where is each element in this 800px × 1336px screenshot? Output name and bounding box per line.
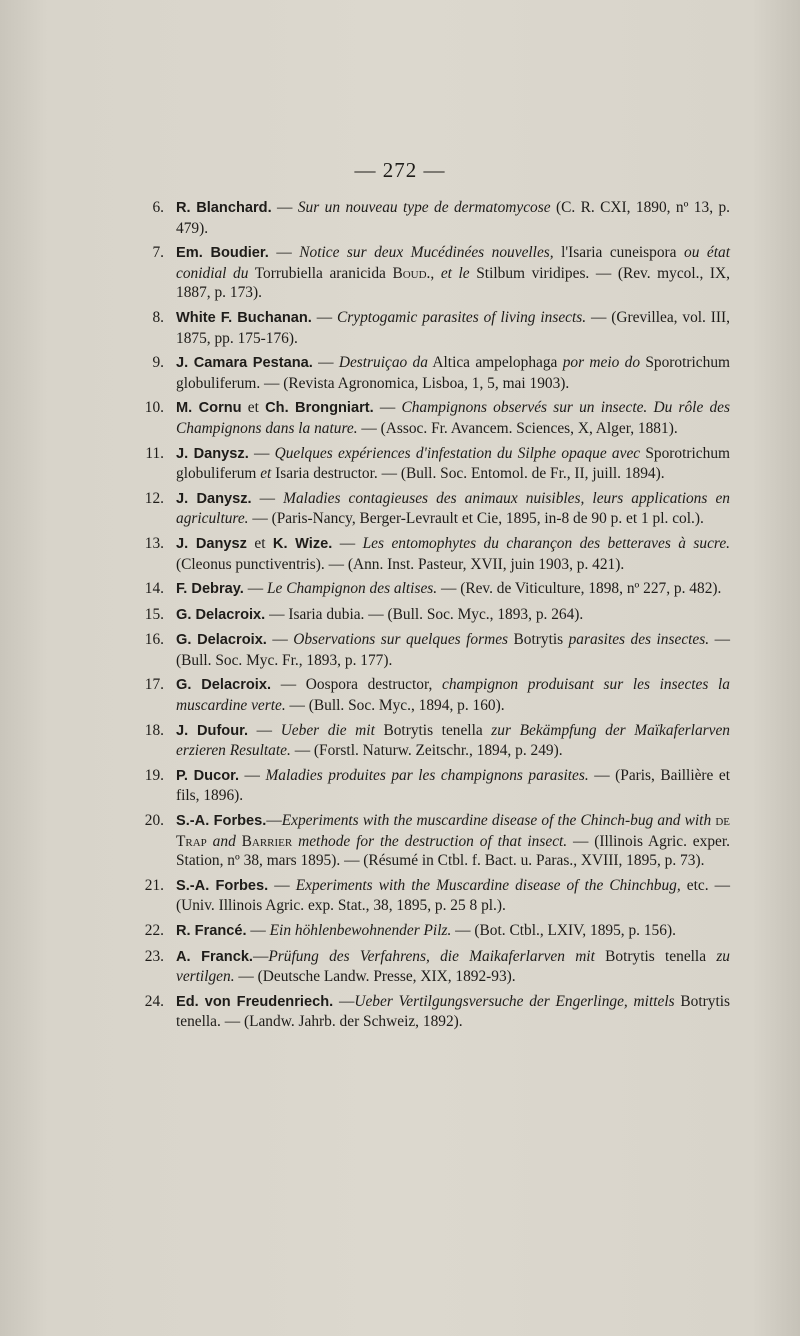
reference-author: J. Dufour. bbox=[176, 722, 249, 739]
reference-item: 11. J. Danysz. — Quelques expériences d'infestation du Silphe opaque avec Sporotrichum globuliferum et Isaria destructor. — (Bull. Soc. Entomol. de Fr., II, juill. 1894). bbox=[145, 444, 730, 483]
reference-item: 6. R. Blanchard. — Sur un nouveau type de dermatomycose (C. R. CXI, 1890, nº 13, p. 479). bbox=[152, 199, 731, 237]
reference-author: G. Delacroix. bbox=[176, 677, 272, 694]
reference-author: Ch. Brongniart. bbox=[265, 400, 374, 417]
reference-author: S.-A. Forbes. bbox=[176, 877, 269, 894]
reference-author: F. Debray. bbox=[176, 581, 244, 598]
page-number: — 272 — bbox=[354, 158, 446, 182]
reference-author: R. Blanchard. bbox=[176, 200, 272, 216]
reference-item: 22. R. Francé. — Ein höhlenbewohnender Pilz. — (Bot. Ctbl., LXIV, 1895, p. 156). bbox=[144, 922, 676, 939]
reference-item: 13. J. Danysz et K. Wize. — Les entomophytes du charançon des betteraves à sucre. (Cleonus punctiventris). — (Ann. Inst. Pasteur, XVII, juin 1903, p. 421). bbox=[144, 534, 730, 573]
reference-author: J. Danysz. bbox=[176, 490, 252, 507]
reference-author: J. Camara Pestana. bbox=[176, 355, 313, 372]
reference-item: 14. F. Debray. — Le Champignon des altises. — (Rev. de Viticulture, 1898, nº 227, p. 482). bbox=[144, 580, 722, 598]
reference-author: White F. Buchanan. bbox=[176, 309, 312, 326]
reference-author: G. Delacroix. bbox=[176, 632, 267, 649]
reference-item: 16. G. Delacroix. — Observations sur quelques formes Botrytis parasites des insectes. — (Bull. Soc. Myc. Fr., 1893, p. 177). bbox=[144, 631, 730, 669]
reference-author: P. Ducor. bbox=[176, 767, 240, 784]
reference-item: 23. A. Franck.—Prüfung des Verfahrens, die Maikaferlarven mit Botrytis tenella zu vertilgen. — (Deutsche Landw. Presse, XIX, 1892-93). bbox=[144, 947, 730, 986]
reference-author: Em. Boudier. bbox=[176, 245, 269, 262]
reference-item: 15. G. Delacroix. — Isaria dubia. — (Bull. Soc. Myc., 1893, p. 264). bbox=[144, 605, 584, 623]
reference-item: 7. Em. Boudier. — Notice sur deux Mucédinées nouvelles, l'Isaria cuneispora ou état conidial du Torrubiella aranicida Boud., et le Stilbum viridipes. — (Rev. mycol., IX, 1887, p. 173). bbox=[152, 244, 731, 302]
reference-item: 21. S.-A. Forbes. — Experiments with the Muscardine disease of the Chinchbug, etc. — (Univ. Illinois Agric. exp. Stat., 38, 1895, p. 25 8 pl.). bbox=[144, 876, 731, 915]
reference-item: 19. P. Ducor. — Maladies produites par les champignons parasites. — (Paris, Baillière et fils, 1896). bbox=[144, 766, 731, 805]
reference-author: G. Delacroix. bbox=[176, 606, 266, 623]
reference-item: 9. J. Camara Pestana. — Destruiçao da Altica ampelophaga por meio do Sporotrichum globuliferum. — (Revista Agronomica, Lisboa, 1, 5, mai 1903). bbox=[152, 354, 730, 392]
reference-author: A. Franck. bbox=[176, 948, 253, 965]
reference-item: 20. S.-A. Forbes.—Experiments with the muscardine disease of the Chinch-bug and with de Trap and Barrier methode for the destruction of that insect. — (Illinois Agric. exper. Station, nº 38, mars 1895). — (Résumé in Ctbl. f. Bact. u. Paras., XVIII, 1895, p. 73). bbox=[144, 812, 730, 870]
reference-author: S.-A. Forbes. bbox=[176, 813, 267, 830]
reference-item: 12. J. Danysz. — Maladies contagieuses des animaux nuisibles, leurs applications en agriculture. — (Paris-Nancy, Berger-Levrault et Cie, 1895, in-8 de 90 p. et 1 pl. col.). bbox=[144, 489, 730, 528]
reference-author: R. Francé. bbox=[176, 923, 247, 939]
reference-author: J. Danysz bbox=[176, 535, 247, 552]
reference-item: 8. White F. Buchanan. — Cryptogamic parasites of living insects. — (Grevillea, vol. III, 1875, pp. 175-176). bbox=[152, 308, 730, 347]
reference-author: Ed. von Freudenriech. bbox=[176, 993, 334, 1010]
reference-author: K. Wize. bbox=[272, 535, 333, 552]
reference-author: M. Cornu bbox=[176, 400, 242, 417]
reference-author: J. Danysz. bbox=[176, 445, 249, 462]
reference-item: 18. J. Dufour. — Ueber die mit Botrytis tenella zur Bekämpfung der Maïkaferlarven erzieren Resultate. — (Forstl. Naturw. Zeitschr., 1894, p. 249). bbox=[144, 721, 730, 760]
reference-item: 10. M. Cornu et Ch. Brongniart. — Champignons observés sur un insecte. Du rôle des Champignons dans la nature. — (Assoc. Fr. Avancem. Sciences, X, Alger, 1881). bbox=[144, 399, 730, 437]
reference-item: 17. G. Delacroix. — Oospora destructor, champignon produisant sur les insectes la muscardine verte. — (Bull. Soc. Myc., 1894, p. 160). bbox=[144, 676, 730, 715]
reference-list bbox=[136, 198, 730, 1037]
reference-item: 24. Ed. von Freudenriech. —Ueber Vertilgungsversuche der Engerlinge, mittels Botrytis tenella. — (Landw. Jahrb. der Schweiz, 1892). bbox=[144, 992, 731, 1031]
